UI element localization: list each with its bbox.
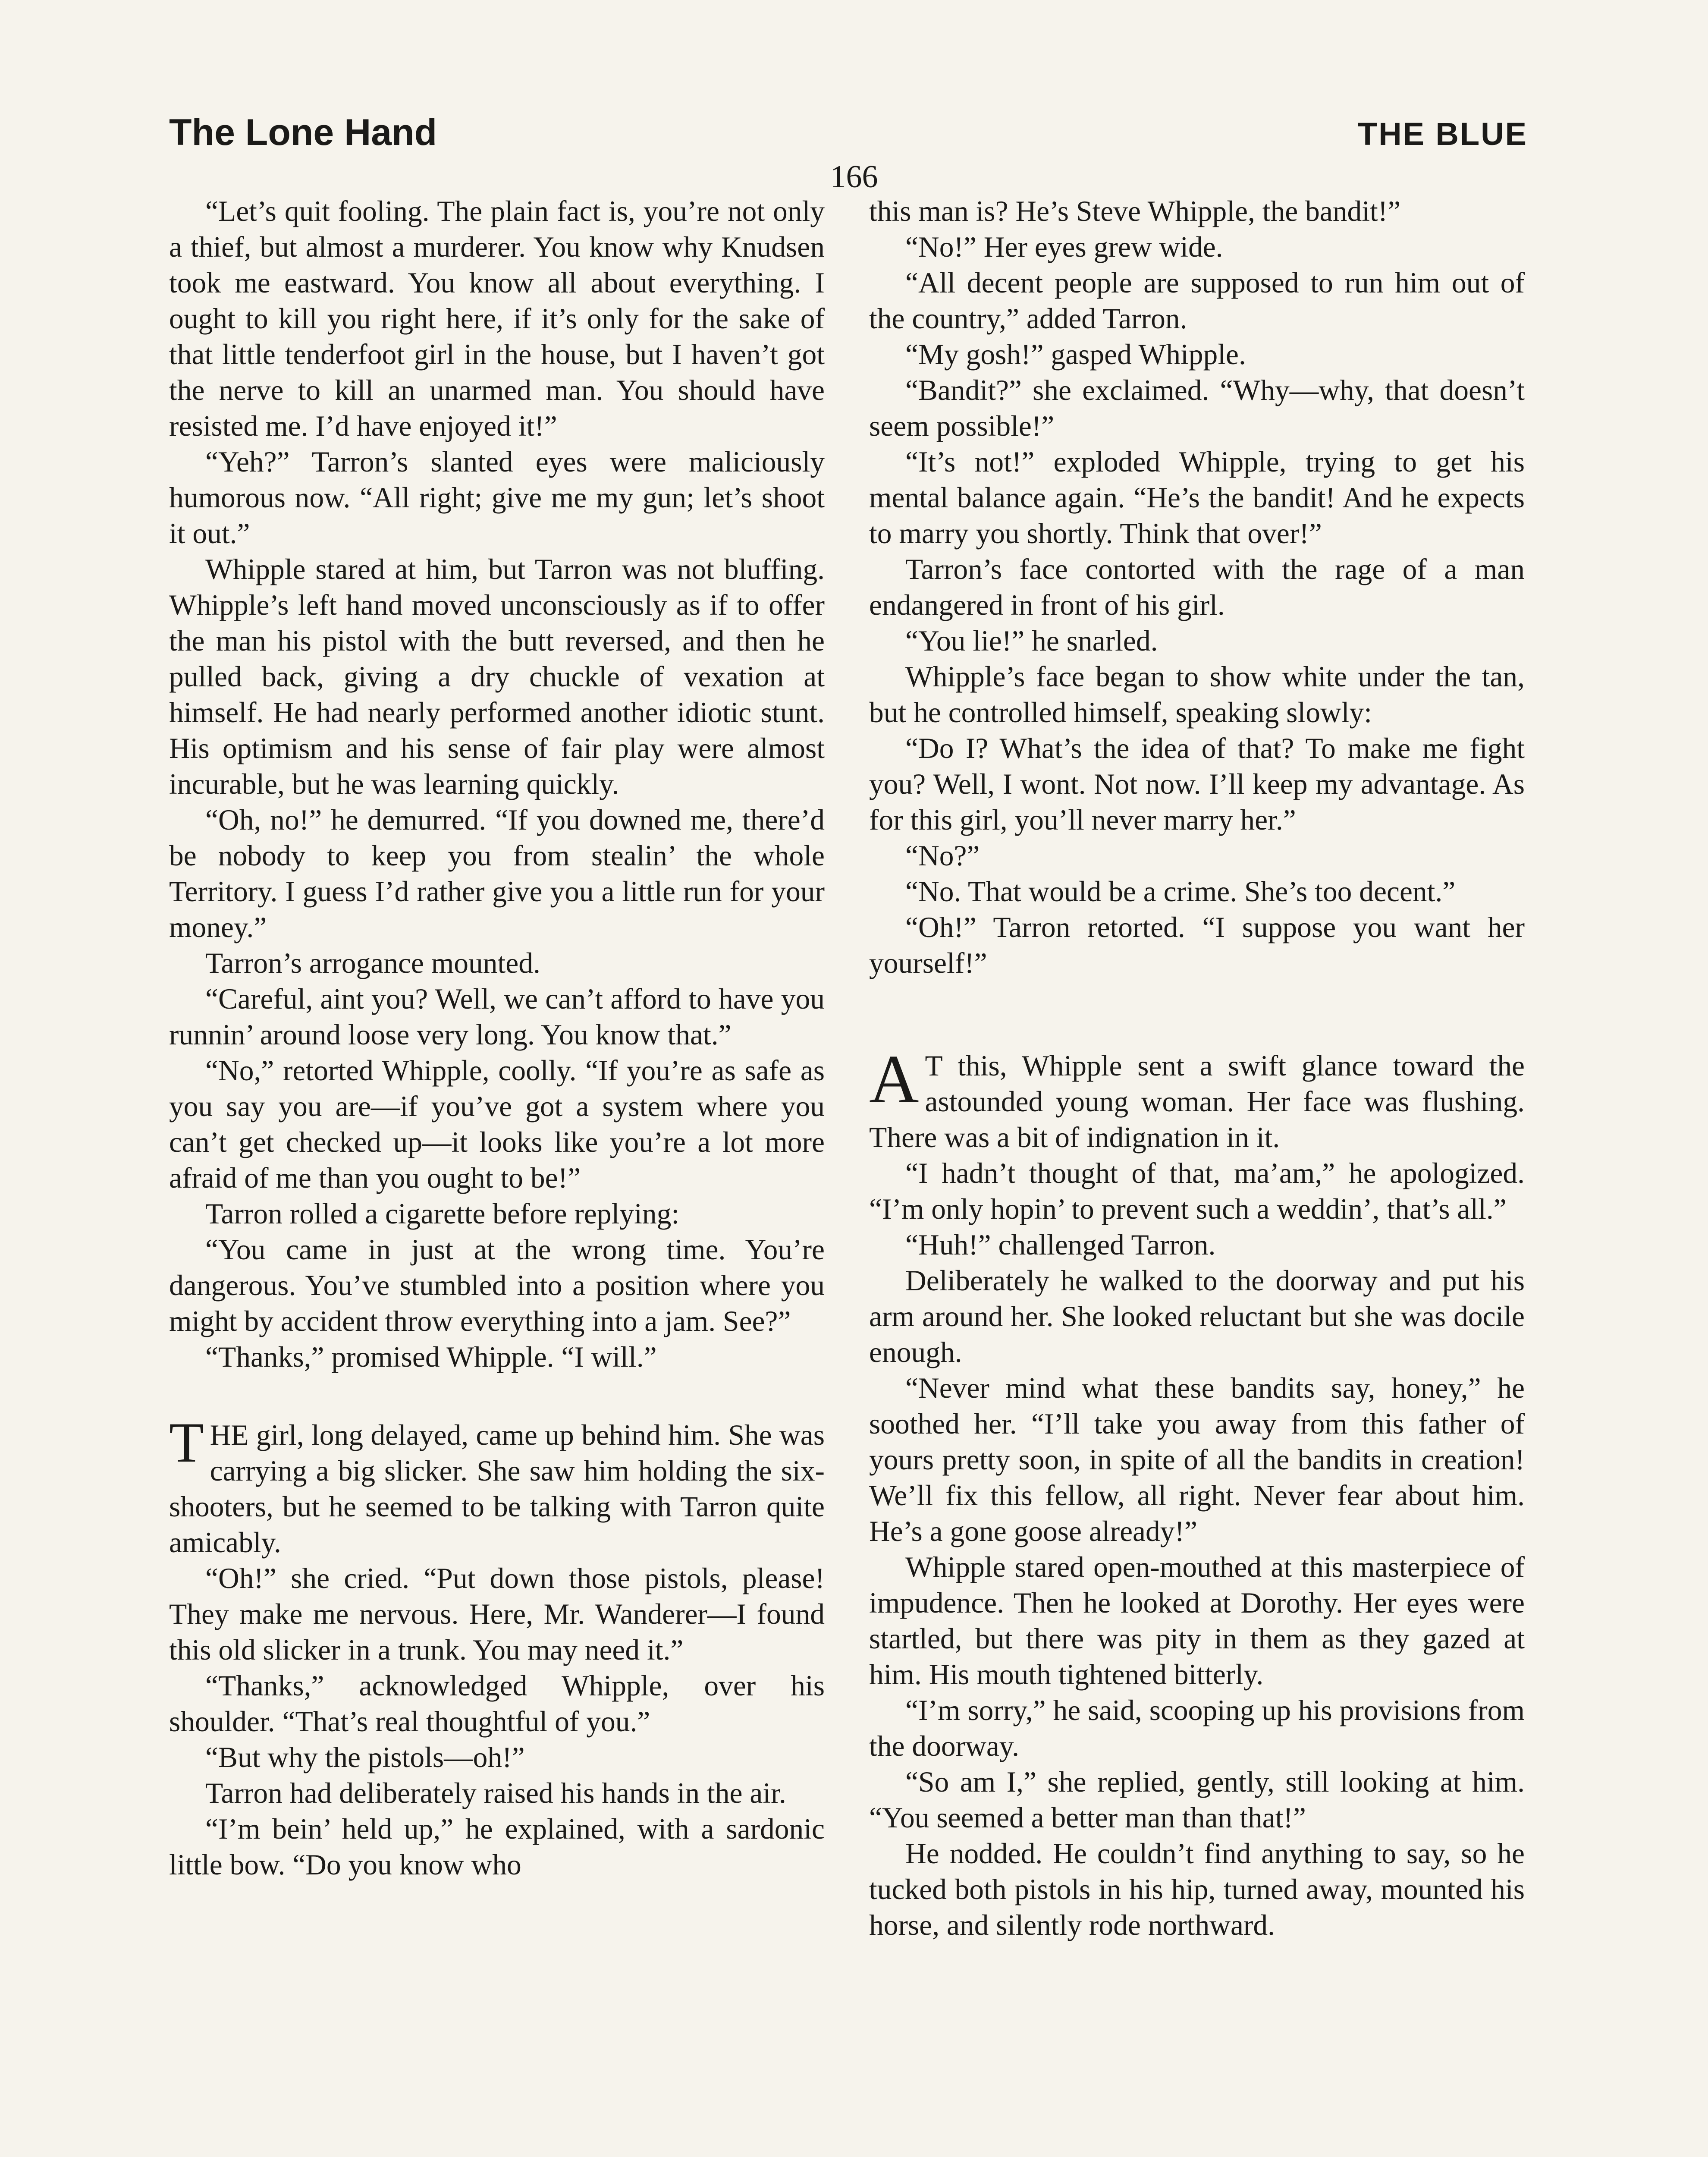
section-opening-paragraph [169, 1411, 825, 1560]
section-opening-text: HE girl, long delayed, came up behind him. She was carrying a big slicker. She saw him holding the six-shooters, but he seemed to be talking with Tarron quite amicably. [169, 1419, 825, 1559]
paragraph: “No?” [905, 840, 980, 872]
page-number: 166 [830, 159, 878, 195]
section-opening-text: T this, Whipple sent a swift glance toward the astounded young woman. Her face was flushing. There was a bit of indignation in it. [869, 1050, 1525, 1154]
drop-cap: T [169, 1411, 204, 1474]
paragraph: “Oh!” Tarron retorted. “I suppose you want her yourself!” [869, 911, 1525, 979]
paragraph: “No. That would be a crime. She’s too decent.” [905, 875, 1456, 908]
paragraph: “You came in just at the wrong time. You’re dangerous. You’ve stumbled into a position where you might by accident throw everything into a jam. See?” [169, 1233, 825, 1337]
paragraph: “I hadn’t thought of that, ma’am,” he apologized. “I’m only hopin’ to prevent such a weddin’, that’s all.” [869, 1157, 1525, 1225]
paragraph: “Careful, aint you? Well, we can’t afford to have you runnin’ around loose very long. You know that.” [169, 983, 825, 1051]
paragraph: Whipple stared open-mouthed at this masterpiece of impudence. Then he looked at Dorothy. Her eyes were startled, but there was pity in them as they gazed at him. His mouth tightened bitterly. [869, 1551, 1525, 1691]
paragraph: “Thanks,” promised Whipple. “I will.” [205, 1341, 657, 1373]
running-head-magazine-title: The Lone Hand [169, 112, 437, 153]
paragraph: “You lie!” he snarled. [905, 625, 1158, 657]
paragraph: “But why the pistols—oh!” [205, 1741, 525, 1773]
paragraph: “I’m sorry,” he said, scooping up his provisions from the doorway. [869, 1694, 1525, 1762]
paragraph: “No,” retorted Whipple, coolly. “If you’re as safe as you say you are—if you’ve got a system where you can’t get checked up—it looks like you’re a lot more afraid of me than you ought to be!” [169, 1054, 825, 1194]
paragraph: “Thanks,” acknowledged Whipple, over his shoulder. “That’s real thoughtful of you.” [169, 1670, 825, 1738]
paragraph: Tarron rolled a cigarette before replying: [205, 1198, 680, 1230]
paragraph: “Bandit?” she exclaimed. “Why—why, that doesn’t seem possible!” [869, 374, 1525, 442]
paragraph: “Do I? What’s the idea of that? To make me fight you? Well, I wont. Not now. I’ll keep my advantage. As for this girl, you’ll never marry her.” [869, 732, 1525, 836]
right-column [869, 193, 1525, 1943]
running-head-story-title: THE BLUE [1358, 116, 1528, 152]
paragraph: “Oh, no!” he demurred. “If you downed me, there’d be nobody to keep you from stealin’ the whole Territory. I guess I’d rather give you a little run for your money.” [169, 804, 825, 943]
paragraph: Whipple’s face began to show white under the tan, but he controlled himself, speaking slowly: [869, 660, 1525, 729]
paragraph: “Let’s quit fooling. The plain fact is, you’re not only a thief, but almost a murderer. You know why Knudsen took me eastward. You know all about everything. I ought to kill you right here, if it’s only for the sake of that little tenderfoot girl in the house, but I haven’t got the nerve to kill an unarmed man. You should have resisted me. I’d have enjoyed it!” [169, 195, 825, 442]
paragraph: He nodded. He couldn’t find anything to say, so he tucked both pistols in his hip, turned away, mounted his horse, and silently rode northward. [869, 1837, 1525, 1941]
paragraph: “It’s not!” exploded Whipple, trying to get his mental balance again. “He’s the bandit! And he expects to marry you shortly. Think that over!” [869, 446, 1525, 550]
paragraph: “No!” Her eyes grew wide. [905, 231, 1223, 263]
paragraph: “All decent people are supposed to run him out of the country,” added Tarron. [869, 267, 1525, 335]
paragraph: “I’m bein’ held up,” he explained, with a sardonic little bow. “Do you know who [169, 1813, 825, 1881]
paragraph: Whipple stared at him, but Tarron was not bluffing. Whipple’s left hand moved unconsciously as if to offer the man his pistol with the butt reversed, and then he pulled back, giving a dry chuckle of vexation at himself. He had nearly performed another idiotic stunt. His optimism and his sense of fair play were almost incurable, but he was learning quickly. [169, 553, 825, 800]
paragraph: “Huh!” challenged Tarron. [905, 1229, 1216, 1261]
paragraph: Tarron had deliberately raised his hands in the air. [205, 1777, 786, 1809]
paragraph: Tarron’s arrogance mounted. [205, 947, 540, 979]
continued-paragraph: this man is? He’s Steve Whipple, the bandit!” [869, 195, 1401, 227]
paragraph: “My gosh!” gasped Whipple. [905, 338, 1246, 371]
paragraph: “Yeh?” Tarron’s slanted eyes were maliciously humorous now. “All right; give me my gun; let’s shoot it out.” [169, 446, 825, 550]
paragraph: “So am I,” she replied, gently, still looking at him. “You seemed a better man than that!” [869, 1766, 1525, 1834]
paragraph: “Oh!” she cried. “Put down those pistols, please! They make me nervous. Here, Mr. Wanderer—I found this old slicker in a trunk. You may need it.” [169, 1562, 825, 1666]
paragraph: Tarron’s face contorted with the rage of a man endangered in front of his girl. [869, 553, 1525, 621]
drop-cap: A [869, 1041, 919, 1117]
left-column [169, 193, 825, 1883]
paragraph: “Never mind what these bandits say, honey,” he soothed her. “I’ll take you away from this father of yours pretty soon, in spite of all the bandits in creation! We’ll fix this fellow, all right. Never fear about him. He’s a gone goose already!” [869, 1372, 1525, 1547]
section-opening-paragraph [869, 1041, 1525, 1155]
paragraph: Deliberately he walked to the doorway and put his arm around her. She looked reluctant but she was docile enough. [869, 1264, 1525, 1368]
